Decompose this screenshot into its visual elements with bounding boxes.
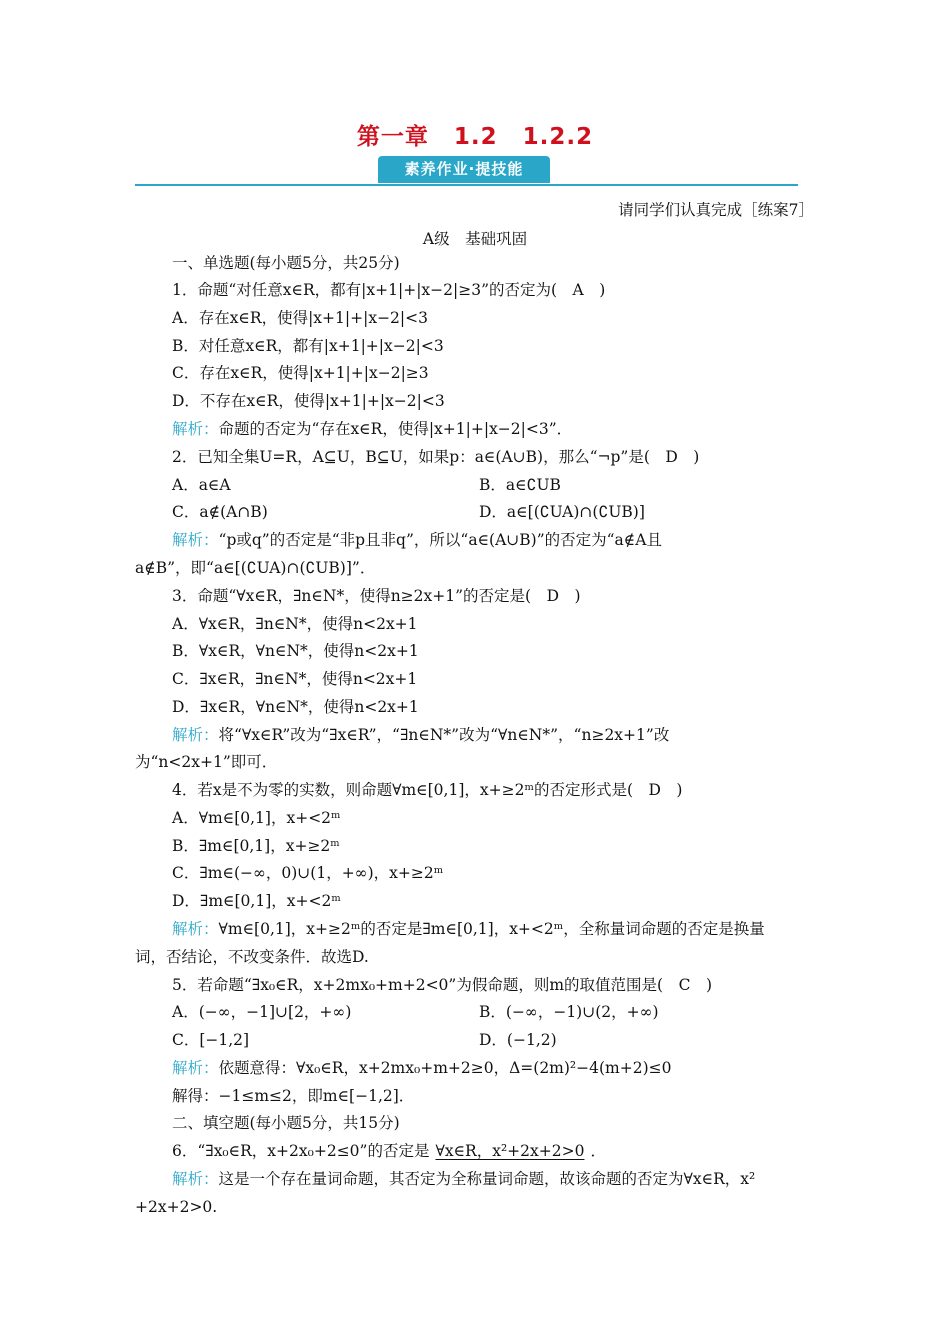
q2-solution	[172, 530, 662, 550]
banner-label: 素养作业·提技能	[378, 156, 550, 183]
q1-solution	[172, 419, 572, 439]
q5-stem: 5．若命题“∃x₀∈R，x+2mx₀+m+2<0”为假命题，则m的取值范围是( C )	[172, 976, 712, 994]
q2-option-b: B．a∈∁UB	[479, 476, 561, 494]
q4-solution-text-1: ∀m∈[0,1]，x+≥2ᵐ的否定是∃m∈[0,1]，x+<2ᵐ，全称量词命题的否定是换量	[218, 920, 765, 938]
solution-label: 解析：	[172, 726, 219, 744]
q6-stem-pre: 6．“∃x₀∈R，x+2x₀+2≤0”的否定是	[172, 1142, 430, 1160]
q4-option-a: A．∀m∈[0,1]，x+<2ᵐ	[172, 809, 341, 827]
q3-stem: 3．命题“∀x∈R，∃n∈N*，使得n≥2x+1”的否定是( D )	[172, 587, 581, 605]
q5-option-d: D．(−1,2)	[479, 1031, 557, 1049]
chapter-title	[0, 118, 950, 151]
q4-option-b: B．∃m∈[0,1]，x+≥2ᵐ	[172, 837, 340, 855]
q6-answer: ∀x∈R，x²+2x+2>0	[435, 1142, 585, 1160]
solution-label: 解析：	[172, 1170, 219, 1188]
q4-solution	[172, 919, 765, 939]
q5-option-a: A．(−∞，−1]∪[2，+∞)	[172, 1003, 352, 1021]
solution-label: 解析：	[172, 1059, 219, 1077]
title-section: 1.2	[453, 124, 498, 150]
q6-stem-post: ．	[590, 1142, 606, 1160]
q1-option-c: C．存在x∈R，使得|x+1|+|x−2|≥3	[172, 364, 429, 382]
q4-stem: 4．若x是不为零的实数，则命题∀m∈[0,1]，x+≥2ᵐ的否定形式是( D )	[172, 781, 683, 799]
q5-option-c: C．[−1,2]	[172, 1031, 250, 1049]
q3-option-a: A．∀x∈R，∃n∈N*，使得n<2x+1	[172, 615, 418, 633]
q6-solution-text-2: +2x+2>0.	[135, 1198, 218, 1216]
level-heading: A级 基础巩固	[422, 230, 528, 248]
q1-option-b: B．对任意x∈R，都有|x+1|+|x−2|<3	[172, 337, 444, 355]
section-banner	[135, 156, 798, 188]
q1-stem: 1．命题“对任意x∈R，都有|x+1|+|x−2|≥3”的否定为( A )	[172, 281, 606, 299]
q2-solution-text-1: “p或q”的否定是“非p且非q”，所以“a∈(A∪B)”的否定为“a∉A且	[218, 531, 662, 549]
q2-solution-text-2: a∉B”，即“a∈[(∁UA)∩(∁UB)]”．	[135, 559, 376, 577]
q4-option-c: C．∃m∈(−∞，0)∪(1，+∞)，x+≥2ᵐ	[172, 864, 444, 882]
q1-option-a: A．存在x∈R，使得|x+1|+|x−2|<3	[172, 309, 428, 327]
q3-option-c: C．∃x∈R，∃n∈N*，使得n<2x+1	[172, 670, 418, 688]
q5-solution-text-2: 解得：−1≤m≤2，即m∈[−1,2]．	[172, 1087, 415, 1105]
q6-solution	[172, 1169, 755, 1189]
section-heading-choice: 一、单选题(每小题5分，共25分)	[172, 254, 400, 272]
banner-divider	[135, 184, 798, 186]
solution-label: 解析：	[172, 420, 219, 438]
q3-solution-text-2: 为“n<2x+1”即可．	[135, 753, 278, 771]
solution-label: 解析：	[172, 531, 219, 549]
q2-stem: 2．已知全集U=R，A⊆U，B⊆U，如果p：a∈(A∪B)，那么“¬p”是( D )	[172, 448, 700, 466]
q5-solution	[172, 1058, 671, 1078]
q3-solution	[172, 725, 669, 745]
q2-option-d: D．a∈[(∁UA)∩(∁UB)]	[479, 503, 645, 521]
q2-option-c: C．a∉(A∩B)	[172, 503, 268, 521]
q1-solution-text: 命题的否定为“存在x∈R，使得|x+1|+|x−2|<3”．	[218, 420, 573, 438]
q4-option-d: D．∃m∈[0,1]，x+<2ᵐ	[172, 892, 341, 910]
section-heading-fill: 二、填空题(每小题5分，共15分)	[172, 1114, 400, 1132]
q6-solution-text-1: 这是一个存在量词命题，其否定为全称量词命题，故该命题的否定为∀x∈R，x²	[218, 1170, 756, 1188]
q5-solution-text-1: 依题意得：∀x₀∈R，x+2mx₀+m+2≥0，Δ=(2m)²−4(m+2)≤0	[218, 1059, 672, 1077]
solution-label: 解析：	[172, 920, 219, 938]
title-subsection: 1.2.2	[522, 124, 594, 150]
q2-option-a: A．a∈A	[172, 476, 231, 494]
q1-option-d: D．不存在x∈R，使得|x+1|+|x−2|<3	[172, 392, 445, 410]
q3-option-b: B．∀x∈R，∀n∈N*，使得n<2x+1	[172, 642, 419, 660]
q5-option-b: B．(−∞，−1)∪(2，+∞)	[479, 1003, 659, 1021]
q3-option-d: D．∃x∈R，∀n∈N*，使得n<2x+1	[172, 698, 419, 716]
q6-stem	[172, 1141, 606, 1161]
q4-solution-text-2: 词，否结论，不改变条件．故选D.	[135, 948, 369, 966]
q3-solution-text-1: 将“∀x∈R”改为“∃x∈R”，“∃n∈N*”改为“∀n∈N*”，“n≥2x+1”改	[218, 726, 670, 744]
title-chapter: 第一章	[356, 124, 429, 150]
practice-note: 请同学们认真完成［练案7］	[618, 201, 814, 219]
